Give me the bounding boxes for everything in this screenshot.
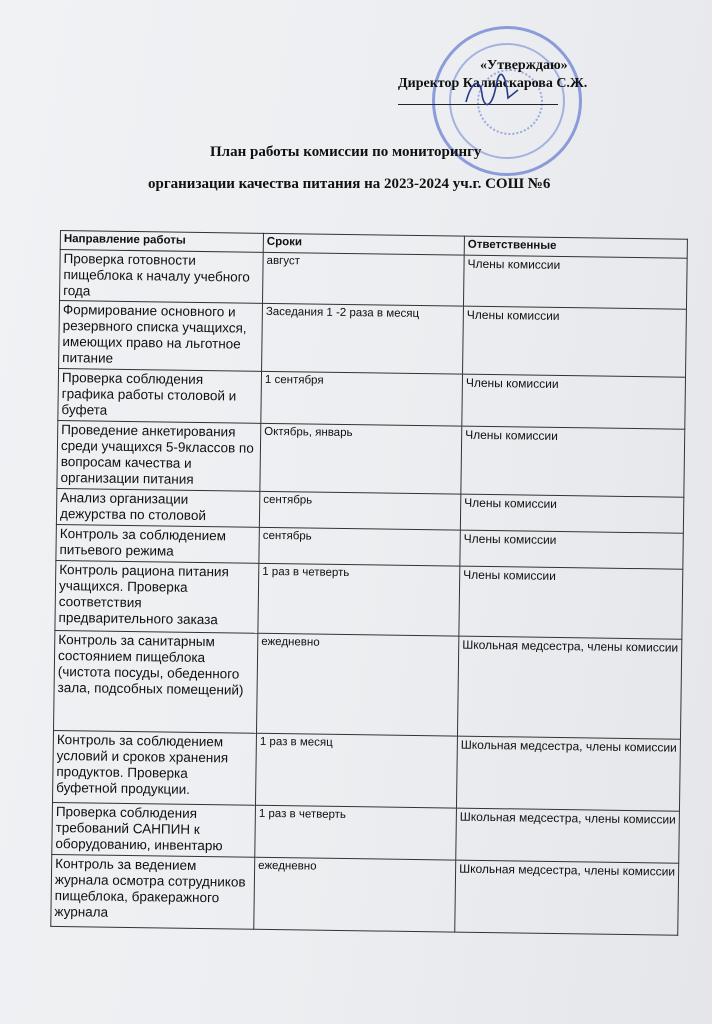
table-row (58, 368, 686, 429)
director-line: Директор Калиаскарова С.Ж. (398, 76, 588, 91)
cell-term: август (262, 252, 464, 306)
cell-direction: Проведение анкетирования среди учащихся 5-9классов по вопросам качества и организации питания (57, 420, 261, 491)
table-row (59, 301, 687, 378)
column-header-direction: Направление работы (60, 231, 263, 253)
table-row (53, 730, 681, 811)
cell-term: 1 раз в четверть (255, 805, 457, 860)
cell-direction: Формирование основного и резервного списка учащихся, имеющих право на льготное питание (59, 301, 263, 372)
cell-direction: Контроль за соблюдением условий и сроков хранения продуктов. Проверка буфетной продукции. (53, 730, 257, 805)
table-row (51, 854, 679, 935)
cell-direction: Проверка готовности пищеблока к началу учебного года (60, 250, 264, 304)
cell-term: 1 раз в четверть (258, 563, 460, 636)
cell-term: ежедневно (256, 633, 458, 736)
cell-term: ежедневно (254, 857, 456, 932)
cell-direction: Анализ организации дежурства по столовой (56, 488, 259, 527)
cell-direction: Контроль за ведением журнала осмотра сотрудников пищеблока, бракеражного журнала (51, 854, 255, 929)
cell-responsible: Школьная медсестра, члены комиссии (455, 860, 679, 935)
cell-term: сентябрь (259, 527, 460, 566)
cell-responsible: Члены комиссии (459, 566, 683, 639)
column-header-term: Сроки (263, 233, 464, 255)
cell-responsible: Члены комиссии (463, 306, 687, 377)
cell-direction: Проверка соблюдения требований САНПИН к оборудованию, инвентарю (52, 802, 256, 857)
page-title-line2: организации качества питания на 2023-2024 уч.г. СОШ №6 (148, 176, 551, 192)
table-row (54, 630, 682, 739)
table-row (55, 560, 683, 639)
cell-term: Заседания 1 -2 раза в месяц (262, 303, 464, 374)
cell-responsible: Члены комиссии (460, 530, 683, 569)
column-header-responsible: Ответственные (464, 236, 687, 258)
cell-direction: Контроль за санитарным состоянием пищеблока (чистота посуды, обеденного зала, подсобных помещений) (54, 630, 258, 733)
cell-direction: Контроль за соблюдением питьевого режима (56, 524, 259, 563)
table-row (52, 802, 680, 863)
cell-term: Октябрь, январь (260, 423, 462, 494)
cell-direction: Контроль рациона питания учащихся. Проверка соответствия предварительного заказа (55, 560, 259, 633)
plan-table (50, 230, 688, 936)
cell-direction: Проверка соблюдения графика работы столовой и буфета (58, 368, 262, 423)
cell-term: 1 раз в месяц (255, 733, 457, 808)
cell-responsible: Школьная медсестра, члены комиссии (456, 808, 680, 863)
cell-responsible: Члены комиссии (463, 255, 687, 309)
cell-responsible: Члены комиссии (460, 494, 683, 533)
cell-term: сентябрь (259, 491, 460, 530)
cell-responsible: Школьная медсестра, члены комиссии (456, 736, 680, 811)
approve-label: «Утверждаю» (480, 58, 568, 73)
cell-responsible: Члены комиссии (462, 374, 686, 429)
table-row (60, 250, 688, 310)
cell-responsible: Школьная медсестра, члены комиссии (457, 636, 681, 739)
cell-responsible: Члены комиссии (461, 426, 685, 497)
table-row (57, 420, 685, 497)
page-title-line1: План работы комиссии по мониторингу (210, 144, 482, 160)
cell-term: 1 сентября (261, 371, 463, 426)
signature (462, 72, 522, 112)
